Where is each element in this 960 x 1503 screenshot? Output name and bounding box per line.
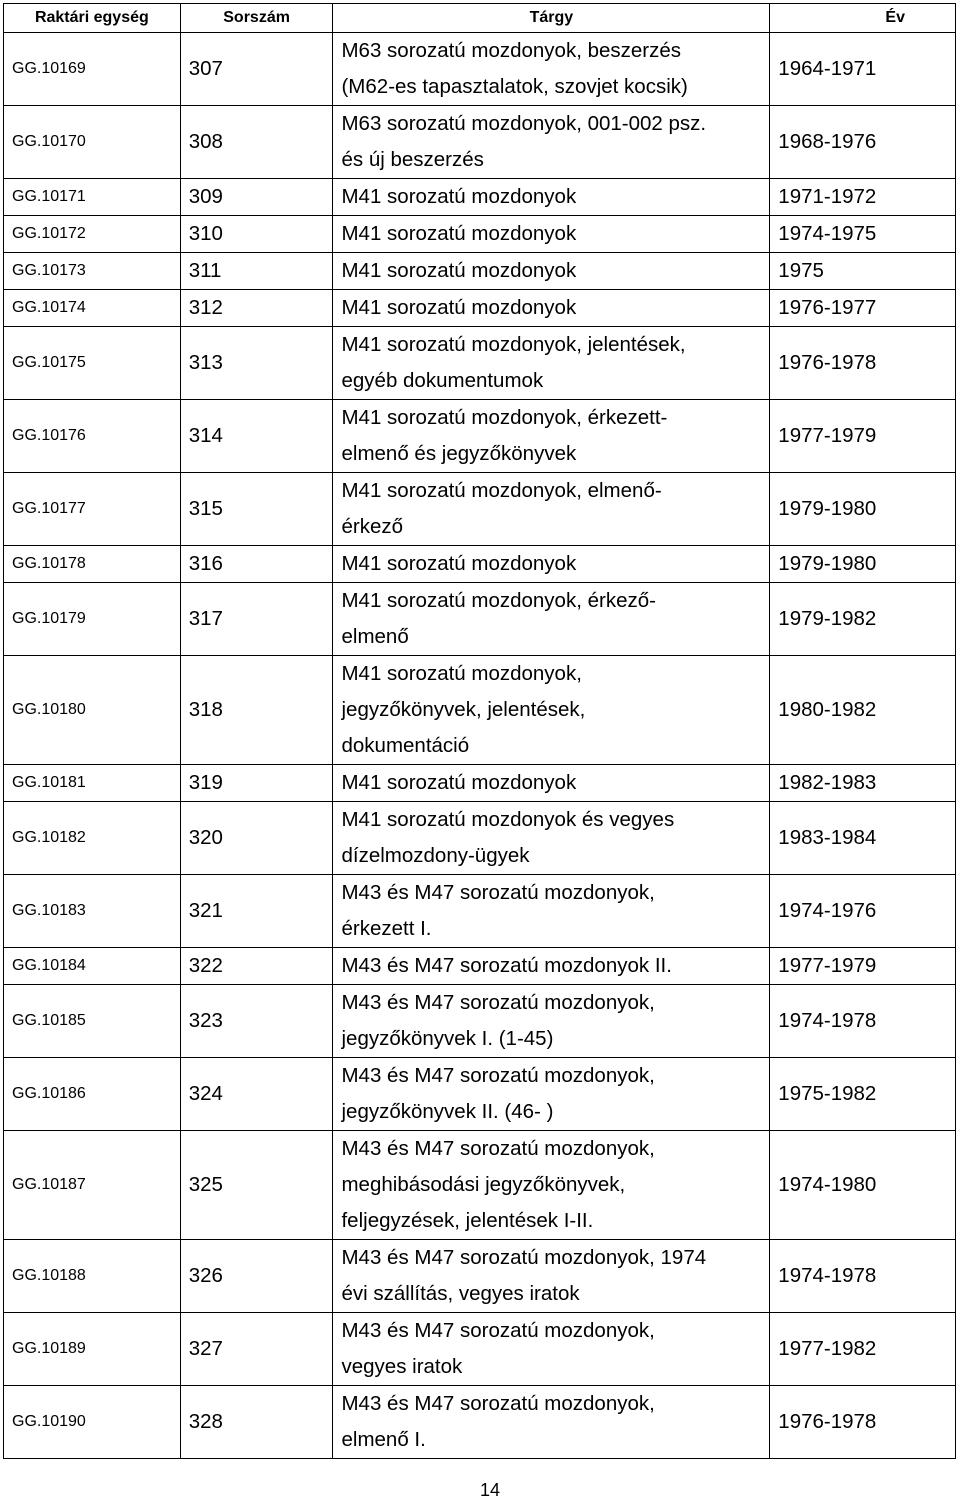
table-row [4, 1058, 956, 1131]
cell-number: 325 [180, 1131, 333, 1240]
cell-year: 1977-1979 [770, 948, 956, 985]
cell-subject [333, 1058, 770, 1131]
cell-year: 1964-1971 [770, 33, 956, 106]
cell-number: 323 [180, 985, 333, 1058]
cell-number: 326 [180, 1240, 333, 1313]
cell-subject [333, 106, 770, 179]
cell-unit: GG.10177 [4, 473, 181, 546]
subject-line: dokumentáció [341, 734, 470, 757]
cell-number: 308 [180, 106, 333, 179]
table-row [4, 253, 956, 290]
cell-unit: GG.10180 [4, 656, 181, 765]
cell-number: 313 [180, 327, 333, 400]
cell-unit: GG.10173 [4, 253, 181, 290]
table-row [4, 179, 956, 216]
table-row [4, 1386, 956, 1459]
table-row [4, 985, 956, 1058]
cell-subject [333, 253, 770, 290]
table-row [4, 656, 956, 765]
cell-year: 1968-1976 [770, 106, 956, 179]
table-row [4, 1313, 956, 1386]
cell-subject [333, 802, 770, 875]
table-row [4, 327, 956, 400]
cell-unit: GG.10170 [4, 106, 181, 179]
cell-unit: GG.10181 [4, 765, 181, 802]
cell-year: 1977-1982 [770, 1313, 956, 1386]
cell-unit: GG.10171 [4, 179, 181, 216]
cell-subject [333, 179, 770, 216]
cell-unit: GG.10190 [4, 1386, 181, 1459]
table-row [4, 290, 956, 327]
page-number: 14 [479, 1480, 501, 1500]
cell-number: 314 [180, 400, 333, 473]
header-year: Év [770, 4, 956, 33]
cell-number: 307 [180, 33, 333, 106]
subject-line: M43 és M47 sorozatú mozdonyok, [341, 1319, 655, 1342]
subject-line: M41 sorozatú mozdonyok, [341, 662, 582, 685]
subject-line: M43 és M47 sorozatú mozdonyok, [341, 881, 655, 904]
cell-subject [333, 33, 770, 106]
subject-line: M41 sorozatú mozdonyok [341, 296, 577, 319]
cell-number: 309 [180, 179, 333, 216]
cell-unit: GG.10183 [4, 875, 181, 948]
cell-subject [333, 583, 770, 656]
cell-year: 1974-1978 [770, 985, 956, 1058]
cell-year: 1975 [770, 253, 956, 290]
cell-unit: GG.10172 [4, 216, 181, 253]
subject-line: évi szállítás, vegyes iratok [341, 1282, 580, 1305]
subject-line: M43 és M47 sorozatú mozdonyok, [341, 1137, 655, 1160]
cell-year: 1983-1984 [770, 802, 956, 875]
cell-number: 321 [180, 875, 333, 948]
cell-year: 1974-1980 [770, 1131, 956, 1240]
cell-year: 1974-1975 [770, 216, 956, 253]
subject-line: és új beszerzés [341, 148, 484, 171]
subject-line: M43 és M47 sorozatú mozdonyok II. [341, 954, 672, 977]
subject-line: M41 sorozatú mozdonyok, jelentések, [341, 333, 686, 356]
subject-line: M43 és M47 sorozatú mozdonyok, [341, 1064, 655, 1087]
cell-year: 1976-1978 [770, 327, 956, 400]
table-row [4, 473, 956, 546]
cell-unit: GG.10169 [4, 33, 181, 106]
cell-subject [333, 290, 770, 327]
cell-year: 1982-1983 [770, 765, 956, 802]
cell-unit: GG.10188 [4, 1240, 181, 1313]
cell-subject [333, 473, 770, 546]
subject-line: M41 sorozatú mozdonyok, érkezett- [341, 406, 668, 429]
cell-year: 1975-1982 [770, 1058, 956, 1131]
cell-unit: GG.10175 [4, 327, 181, 400]
cell-year: 1979-1982 [770, 583, 956, 656]
cell-subject [333, 1313, 770, 1386]
subject-line: M41 sorozatú mozdonyok [341, 222, 577, 245]
subject-line: elmenő I. [341, 1428, 426, 1451]
cell-unit: GG.10176 [4, 400, 181, 473]
cell-unit: GG.10186 [4, 1058, 181, 1131]
table-row [4, 1240, 956, 1313]
cell-unit: GG.10185 [4, 985, 181, 1058]
subject-line: (M62-es tapasztalatok, szovjet kocsik) [341, 75, 688, 98]
cell-subject [333, 985, 770, 1058]
cell-number: 328 [180, 1386, 333, 1459]
archive-table [3, 3, 956, 1459]
cell-subject [333, 400, 770, 473]
subject-line: M41 sorozatú mozdonyok, elmenő- [341, 479, 662, 502]
subject-line: M63 sorozatú mozdonyok, beszerzés [341, 39, 682, 62]
cell-unit: GG.10179 [4, 583, 181, 656]
cell-subject [333, 948, 770, 985]
cell-number: 320 [180, 802, 333, 875]
table-row [4, 583, 956, 656]
cell-number: 327 [180, 1313, 333, 1386]
cell-number: 317 [180, 583, 333, 656]
cell-year: 1976-1977 [770, 290, 956, 327]
cell-number: 311 [180, 253, 333, 290]
table-row [4, 1131, 956, 1240]
subject-line: M41 sorozatú mozdonyok [341, 771, 577, 794]
table-row [4, 802, 956, 875]
subject-line: M43 és M47 sorozatú mozdonyok, 1974 [341, 1246, 707, 1269]
subject-line: M43 és M47 sorozatú mozdonyok, [341, 1392, 655, 1415]
subject-line: jegyzőkönyvek, jelentések, [341, 698, 586, 721]
cell-subject [333, 216, 770, 253]
table-row [4, 400, 956, 473]
subject-line: egyéb dokumentumok [341, 369, 544, 392]
subject-line: elmenő és jegyzőkönyvek [341, 442, 577, 465]
cell-unit: GG.10174 [4, 290, 181, 327]
subject-line: feljegyzések, jelentések I-II. [341, 1209, 594, 1232]
subject-line: M43 és M47 sorozatú mozdonyok, [341, 991, 655, 1014]
cell-unit: GG.10178 [4, 546, 181, 583]
cell-number: 312 [180, 290, 333, 327]
cell-subject [333, 656, 770, 765]
table-body [4, 33, 956, 1459]
cell-year: 1980-1982 [770, 656, 956, 765]
cell-unit: GG.10187 [4, 1131, 181, 1240]
cell-number: 315 [180, 473, 333, 546]
cell-unit: GG.10182 [4, 802, 181, 875]
cell-subject [333, 875, 770, 948]
subject-line: M63 sorozatú mozdonyok, 001-002 psz. [341, 112, 707, 135]
cell-year: 1976-1978 [770, 1386, 956, 1459]
cell-year: 1977-1979 [770, 400, 956, 473]
subject-line: dízelmozdony-ügyek [341, 844, 530, 867]
table-row [4, 948, 956, 985]
subject-line: elmenő [341, 625, 409, 648]
cell-year: 1971-1972 [770, 179, 956, 216]
cell-unit: GG.10189 [4, 1313, 181, 1386]
subject-line: M41 sorozatú mozdonyok [341, 552, 577, 575]
cell-number: 324 [180, 1058, 333, 1131]
table-row [4, 216, 956, 253]
subject-line: jegyzőkönyvek II. (46- ) [341, 1100, 554, 1123]
table-row [4, 33, 956, 106]
subject-line: M41 sorozatú mozdonyok [341, 185, 577, 208]
cell-subject [333, 546, 770, 583]
cell-number: 316 [180, 546, 333, 583]
cell-subject [333, 1131, 770, 1240]
header-unit: Raktári egység [4, 4, 181, 33]
cell-year: 1974-1976 [770, 875, 956, 948]
subject-line: M41 sorozatú mozdonyok, érkező- [341, 589, 656, 612]
header-subject: Tárgy [333, 4, 770, 33]
cell-year: 1974-1978 [770, 1240, 956, 1313]
cell-subject [333, 327, 770, 400]
table-row [4, 106, 956, 179]
cell-number: 310 [180, 216, 333, 253]
table-row [4, 875, 956, 948]
subject-line: vegyes iratok [341, 1355, 463, 1378]
cell-number: 318 [180, 656, 333, 765]
subject-line: M41 sorozatú mozdonyok és vegyes [341, 808, 675, 831]
subject-line: jegyzőkönyvek I. (1-45) [341, 1027, 554, 1050]
subject-line: érkező [341, 515, 404, 538]
header-row [4, 4, 956, 33]
cell-unit: GG.10184 [4, 948, 181, 985]
cell-year: 1979-1980 [770, 473, 956, 546]
subject-line: M41 sorozatú mozdonyok [341, 259, 577, 282]
cell-subject [333, 765, 770, 802]
table-row [4, 546, 956, 583]
cell-subject [333, 1386, 770, 1459]
subject-line: meghibásodási jegyzőkönyvek, [341, 1173, 626, 1196]
cell-subject [333, 1240, 770, 1313]
header-number: Sorszám [180, 4, 333, 33]
table-row [4, 765, 956, 802]
cell-number: 319 [180, 765, 333, 802]
cell-year: 1979-1980 [770, 546, 956, 583]
subject-line: érkezett I. [341, 917, 432, 940]
cell-number: 322 [180, 948, 333, 985]
